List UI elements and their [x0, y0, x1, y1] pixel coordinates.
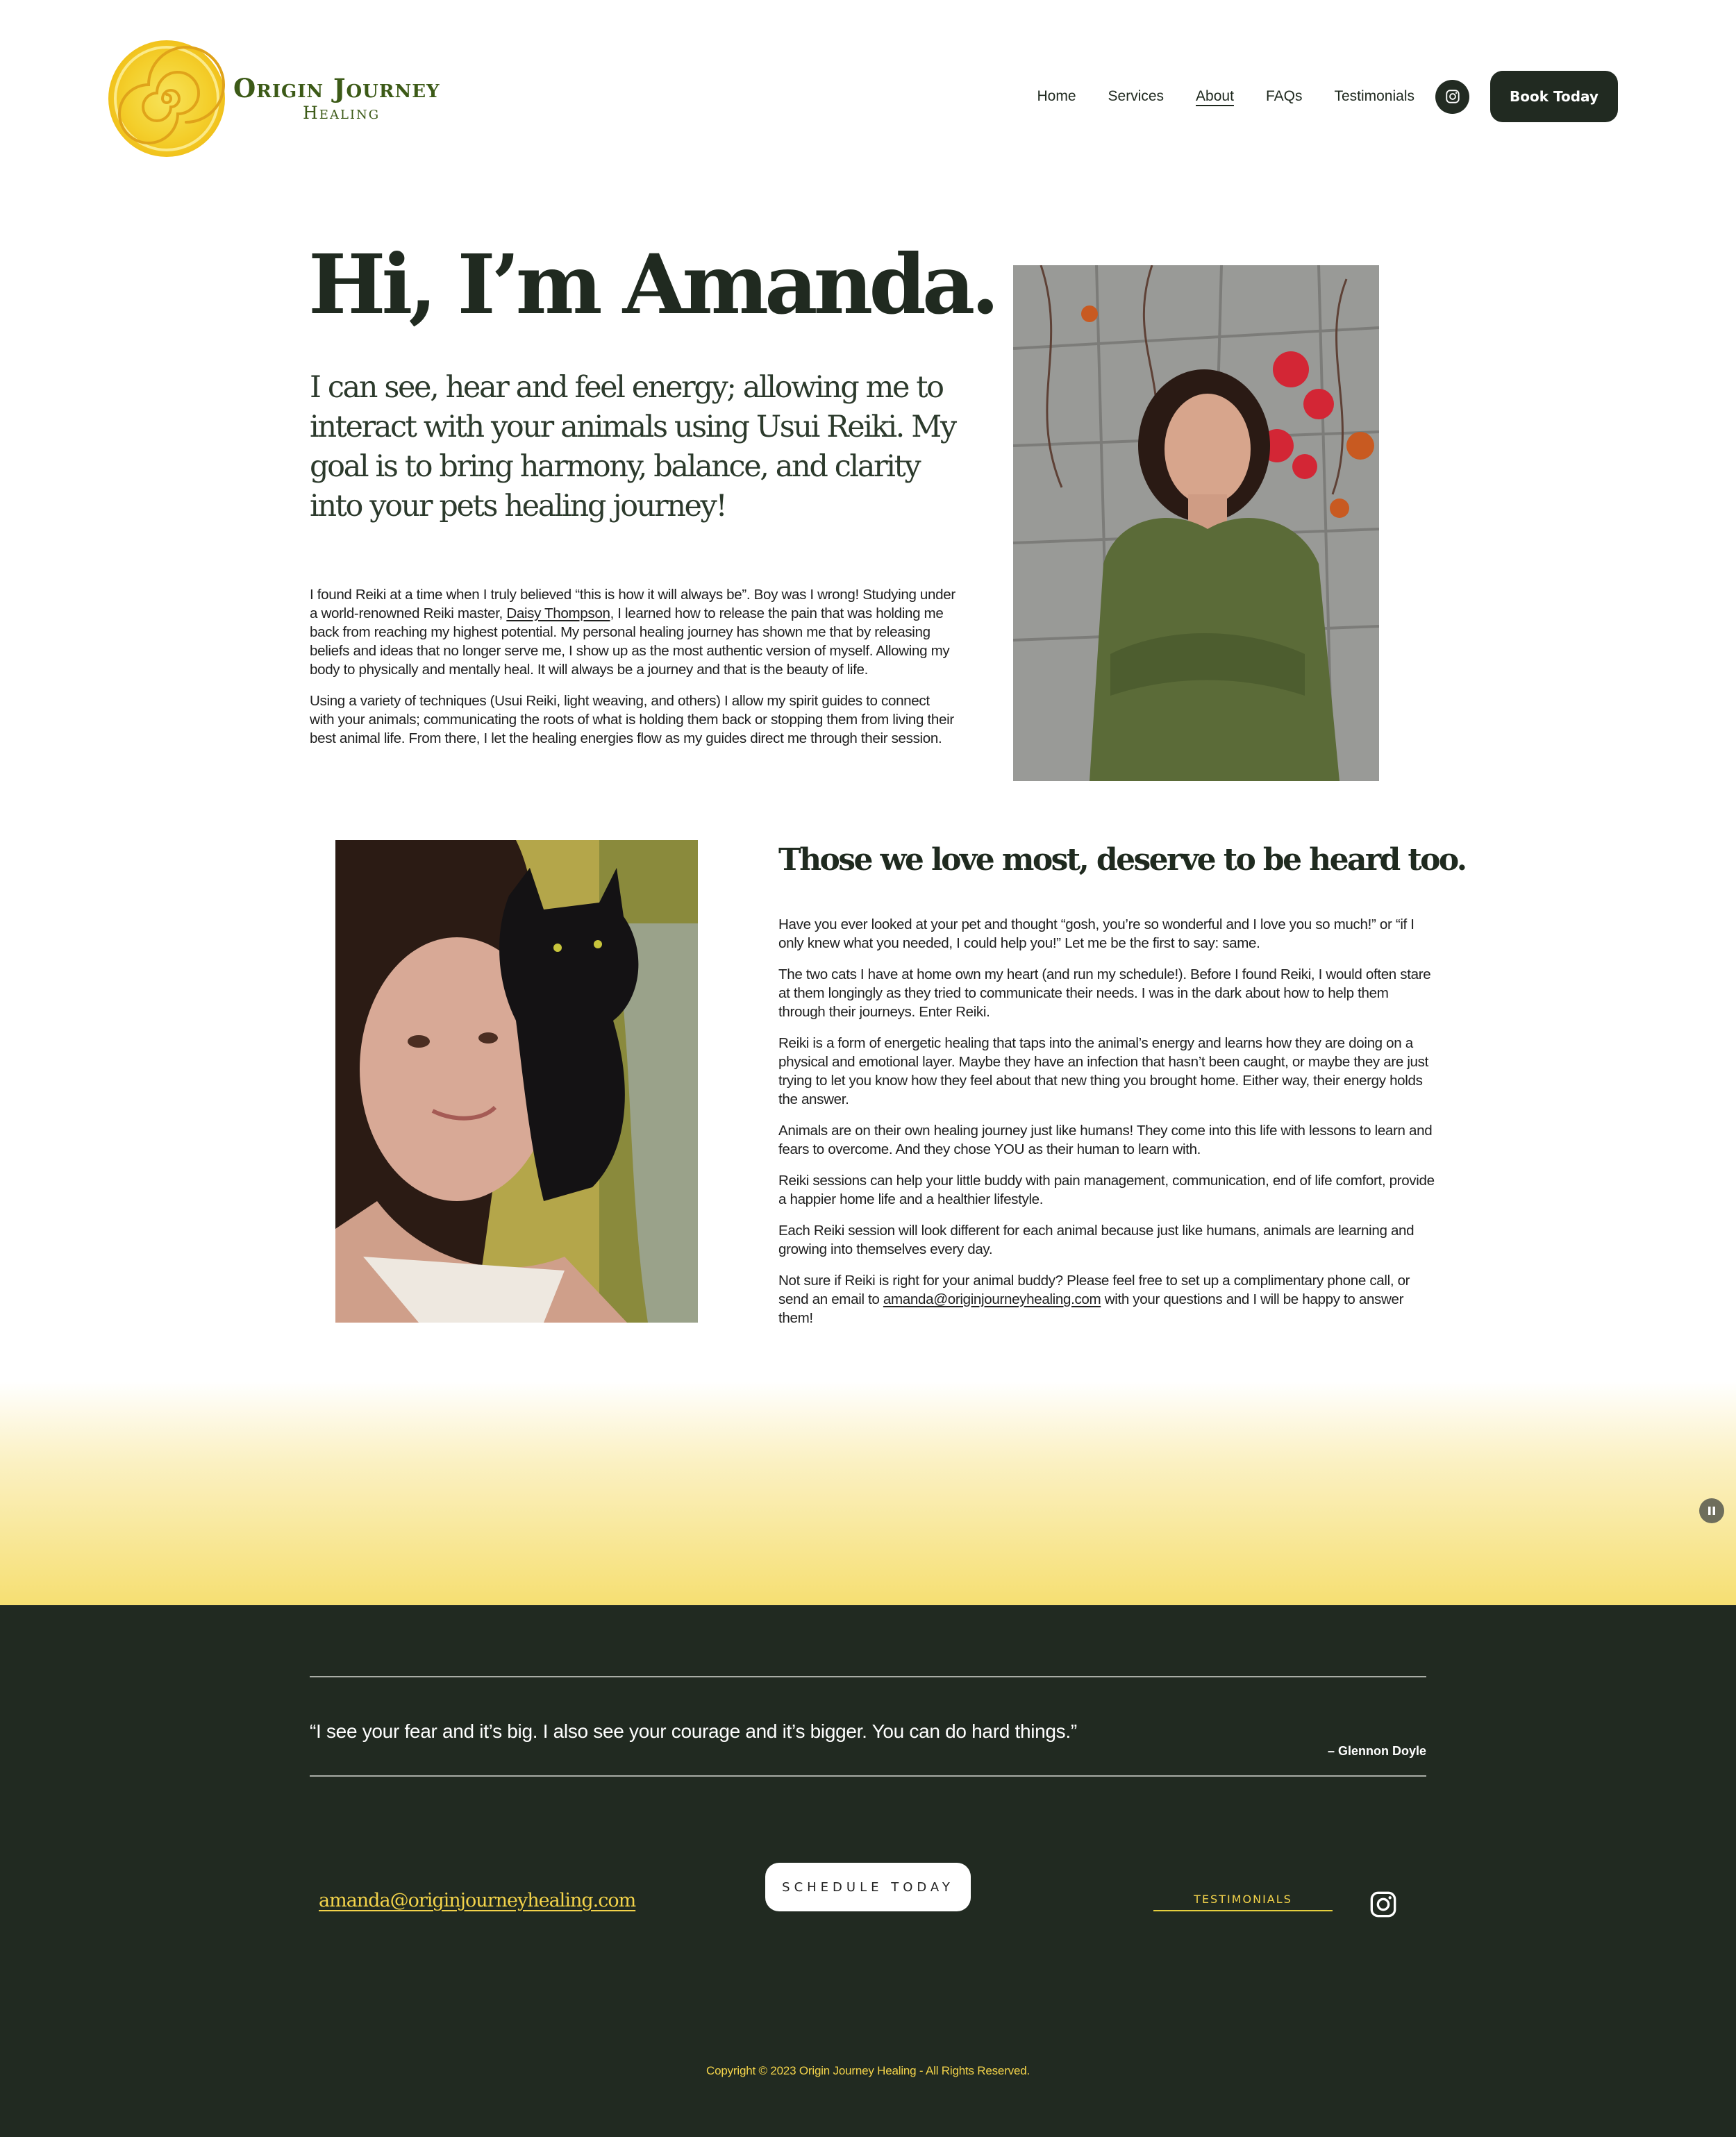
- footer-quote: “I see your fear and it’s big. I also see your courage and it’s bigger. You can do hard things.”: [310, 1720, 1077, 1742]
- section-paragraph: The two cats I have at home own my heart (and run my schedule!). Before I found Reiki, I would often stare at them longingly as they tried to communicate their needs. I was in the dark about how to help them through their journeys. Enter Reiki.: [778, 966, 1431, 1020]
- header-instagram-link[interactable]: [1435, 80, 1469, 114]
- section-paragraph-contact: Not sure if Reiki is right for your animal buddy? Please feel free to set up a complimentary phone call, or send an email to amanda@originjourneyhealing.com with your questions and I will be happy to answer them!: [778, 1273, 1410, 1326]
- instagram-icon[interactable]: [1369, 1891, 1397, 1918]
- hero-subtitle: I can see, hear and feel energy; allowing me to interact with your animals using Usui Reiki. My goal is to bring harmony, balance, and clarity into your pets healing journey!: [310, 370, 955, 523]
- quote-author: – Glennon Doyle: [1327, 1744, 1426, 1758]
- pause-button[interactable]: [1699, 1498, 1724, 1523]
- section-paragraph: Have you ever looked at your pet and thought “gosh, you’re so wonderful and I love you so much!” or “if I only knew what you needed, I could help you!” Let me be the first to say: same.: [778, 916, 1414, 951]
- brand-tagline: Healing: [303, 103, 381, 123]
- section-paragraph: Reiki is a form of energetic healing that taps into the animal’s energy and learns how they are doing on a physical and emotional layer. Maybe they have an infection that hasn’t been caught, or maybe they are just trying to let you know how they feel about that new thing you brought home. Either way, their energy holds the answer.: [778, 1035, 1428, 1107]
- footer-testimonials-link[interactable]: TESTIMONIALS: [1153, 1893, 1333, 1911]
- divider: [310, 1775, 1426, 1777]
- copyright: Copyright © 2023 Origin Journey Healing - All Rights Reserved.: [706, 2064, 1030, 2077]
- logo[interactable]: [107, 39, 440, 158]
- nav-about[interactable]: About: [1196, 88, 1234, 104]
- nav-services[interactable]: Services: [1108, 88, 1165, 104]
- footer-email-link[interactable]: amanda@originjourneyhealing.com: [319, 1890, 636, 1911]
- nav-testimonials[interactable]: Testimonials: [1334, 88, 1414, 104]
- page-title: Hi, I’m Amanda.: [308, 236, 996, 333]
- divider: [310, 1676, 1426, 1677]
- pause-icon: [1706, 1505, 1717, 1516]
- amanda-with-cat-photo: [335, 840, 698, 1323]
- section-paragraph: Animals are on their own healing journey just like humans! They come into this life with lessons to learn and fears to overcome. And they chose YOU as their human to learn with.: [778, 1123, 1433, 1157]
- schedule-today-button[interactable]: SCHEDULE TODAY: [765, 1863, 971, 1911]
- sun-spiral-logo-icon: [107, 39, 226, 158]
- nav-home[interactable]: Home: [1037, 88, 1076, 104]
- section-title: Those we love most, deserve to be heard too.: [778, 842, 1466, 878]
- email-link[interactable]: amanda@originjourneyhealing.com: [883, 1291, 1101, 1307]
- intro-text: [310, 585, 955, 760]
- main-nav: [1005, 71, 1618, 122]
- gradient-band: [0, 1382, 1736, 1605]
- section-body: [778, 915, 1435, 1340]
- nav-faqs[interactable]: FAQs: [1265, 88, 1303, 104]
- section-paragraph: Reiki sessions can help your little buddy with pain management, communication, end of life comfort, provide a happier home life and a healthier lifestyle.: [778, 1173, 1435, 1207]
- daisy-thompson-link[interactable]: Daisy Thompson: [506, 605, 610, 621]
- brand-name: Origin Journey: [233, 73, 440, 103]
- section-paragraph: Each Reiki session will look different for each animal because just like humans, animals are learning and growing into themselves every day.: [778, 1223, 1414, 1257]
- book-today-button[interactable]: Book Today: [1490, 71, 1618, 122]
- amanda-portrait-photo: [1013, 265, 1379, 781]
- instagram-icon: [1445, 89, 1460, 104]
- intro-paragraph-1: I found Reiki at a time when I truly believed “this is how it will always be”. Boy was I wrong! Studying under a world-renowned Reiki master, Daisy Thompson, I learned how to release the pain that was holding me back from reaching my highest potential. My personal healing journey has shown me that by releasing beliefs and ideas that no longer serve me, I show up as the most authentic version of myself. Allowing my body to physically and mentally heal. It will always be a journey and that is the beauty of life.: [310, 587, 955, 678]
- intro-paragraph-2: Using a variety of techniques (Usui Reiki, light weaving, and others) I allow my spirit guides to connect with your animals; communicating the roots of what is holding them back or stopping them from living their best animal life. From there, I let the healing energies flow as my guides direct me through their session.: [310, 693, 954, 746]
